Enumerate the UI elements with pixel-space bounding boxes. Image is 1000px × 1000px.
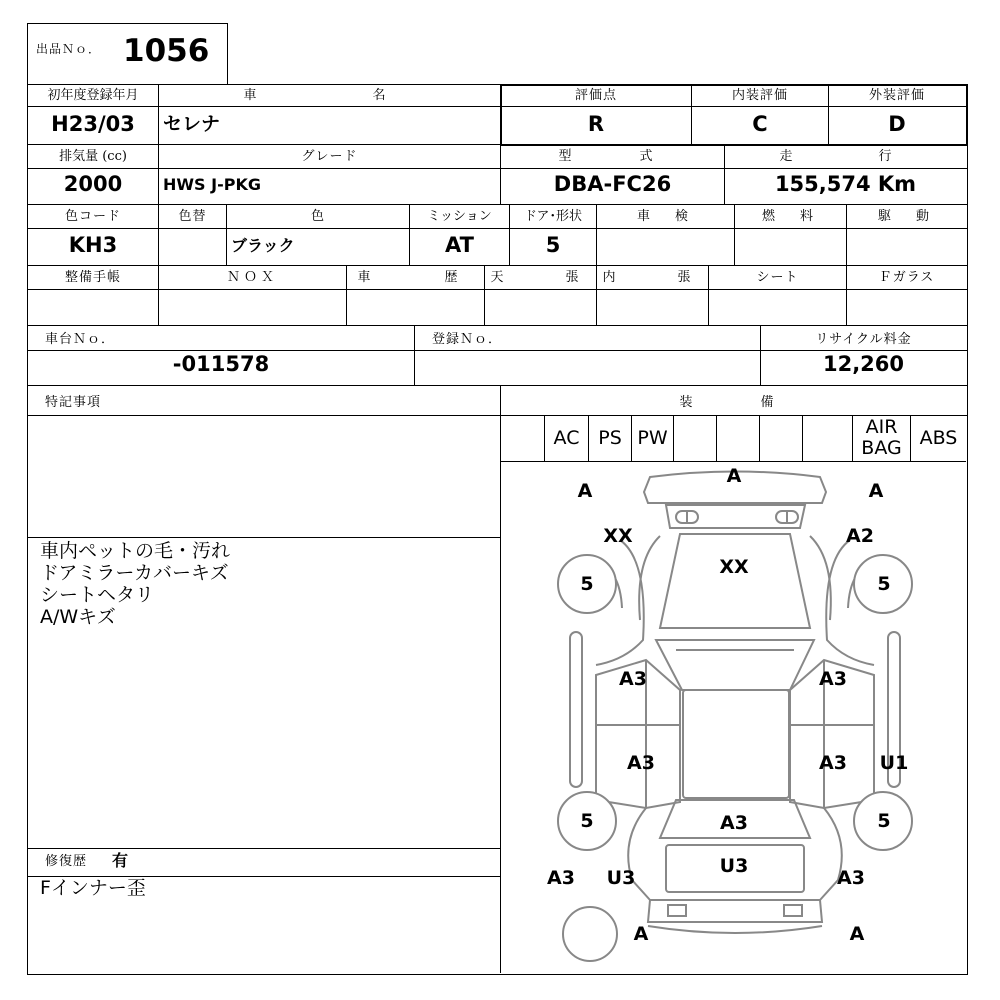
score-value: R bbox=[587, 112, 605, 136]
mark-hood-right: A2 bbox=[846, 525, 874, 547]
mark-tire-fl: 5 bbox=[580, 573, 594, 595]
remark-line: 車内ペットの毛・汚れ bbox=[40, 540, 231, 562]
interior-value: C bbox=[752, 112, 768, 136]
mark-quarter-l2: U3 bbox=[606, 867, 636, 889]
lot-label: 出品Ｎｏ． bbox=[36, 42, 102, 56]
recycle-label: リサイクル料金 bbox=[815, 332, 912, 347]
grade-label: グレード bbox=[301, 149, 358, 164]
repair-note: Fインナー歪 bbox=[40, 877, 146, 899]
mark-front-center: A bbox=[726, 465, 742, 487]
mileage-label: 走 行 bbox=[779, 149, 912, 164]
mark-windshield: XX bbox=[719, 556, 749, 578]
car-body-diagram bbox=[500, 461, 966, 973]
inner-label: 内 張 bbox=[602, 270, 703, 285]
color-label: 色 bbox=[310, 209, 325, 224]
car-name-label: 車 名 bbox=[243, 88, 416, 103]
maintenance-label: 整備手帳 bbox=[64, 270, 121, 285]
equipment-label: 装 備 bbox=[679, 395, 788, 410]
equipment-airbag: AIR BAG bbox=[861, 416, 902, 459]
mark-tire-fr: 5 bbox=[877, 573, 891, 595]
mileage-value: 155,574 Km bbox=[774, 172, 917, 196]
door-label: ドア･形状 bbox=[523, 209, 583, 224]
chassis-value: -011578 bbox=[172, 352, 270, 376]
grade-value: HWS J-PKG bbox=[163, 175, 261, 194]
score-label: 評価点 bbox=[574, 88, 617, 103]
mark-rear-right: A bbox=[849, 923, 865, 945]
remark-line: A/Wキズ bbox=[40, 606, 116, 628]
remark-line: シートヘタリ bbox=[40, 584, 155, 606]
mark-rear-left: A bbox=[633, 923, 649, 945]
mark-roof-rear: A3 bbox=[720, 812, 748, 834]
mark-quarter-r: A3 bbox=[837, 867, 865, 889]
mark-rear-glass: U3 bbox=[719, 855, 749, 877]
fglass-label: Ｆガラス bbox=[878, 270, 935, 285]
roof-label: 天 張 bbox=[490, 270, 591, 285]
color-code-value: KH3 bbox=[68, 233, 118, 257]
drive-label: 駆 動 bbox=[877, 209, 935, 224]
recycle-value: 12,260 bbox=[822, 352, 905, 376]
model-label: 型 式 bbox=[558, 149, 667, 164]
lot-number: 1056 bbox=[123, 33, 210, 69]
fuel-label: 燃 料 bbox=[761, 209, 819, 224]
registration-label: 登録Ｎｏ． bbox=[432, 332, 503, 347]
mark-quarter-l: A3 bbox=[547, 867, 575, 889]
mark-hood-left: XX bbox=[603, 525, 633, 547]
mark-door-fr: A3 bbox=[819, 668, 847, 690]
remarks-label: 特記事項 bbox=[45, 395, 102, 410]
repair-label: 修復歴 bbox=[45, 854, 88, 869]
first-reg-value: H23/03 bbox=[51, 112, 135, 136]
color-code-label: 色コード bbox=[64, 209, 121, 224]
color-value: ブラック bbox=[231, 236, 295, 255]
equipment-ac: AC bbox=[553, 427, 580, 449]
interior-label: 内装評価 bbox=[731, 88, 788, 103]
history-label: 車 歴 bbox=[357, 270, 474, 285]
car-name-value: セレナ bbox=[163, 113, 221, 135]
model-value: DBA-FC26 bbox=[553, 172, 672, 196]
equipment-pw: PW bbox=[637, 427, 668, 449]
seat-label: シート bbox=[756, 270, 799, 285]
nox-label: ＮＯＸ bbox=[226, 270, 278, 285]
exterior-label: 外装評価 bbox=[868, 88, 925, 103]
chassis-label: 車台Ｎｏ． bbox=[45, 332, 116, 347]
door-value: 5 bbox=[545, 233, 561, 257]
exterior-value: D bbox=[888, 112, 906, 136]
mark-tire-rr: 5 bbox=[877, 810, 891, 832]
mark-rocker-r: U1 bbox=[879, 752, 909, 774]
mark-door-rl: A3 bbox=[627, 752, 655, 774]
first-reg-label: 初年度登録年月 bbox=[47, 88, 139, 103]
repair-value: 有 bbox=[112, 851, 129, 870]
displacement-value: 2000 bbox=[63, 172, 123, 196]
mark-door-fl: A3 bbox=[619, 668, 647, 690]
mark-front-right: A bbox=[868, 480, 884, 502]
equipment-abs: ABS bbox=[919, 427, 958, 449]
mission-label: ミッション bbox=[427, 209, 492, 224]
mark-tire-rl: 5 bbox=[580, 810, 594, 832]
mark-door-rr: A3 bbox=[819, 752, 847, 774]
mark-front-left: A bbox=[577, 480, 593, 502]
inspection-label: 車 検 bbox=[636, 209, 694, 224]
equipment-ps: PS bbox=[598, 427, 622, 449]
displacement-label: 排気量 (cc) bbox=[59, 149, 127, 164]
mission-value: AT bbox=[445, 233, 474, 257]
remark-line: ドアミラーカバーキズ bbox=[40, 562, 229, 584]
color-change-label: 色替 bbox=[178, 209, 207, 224]
